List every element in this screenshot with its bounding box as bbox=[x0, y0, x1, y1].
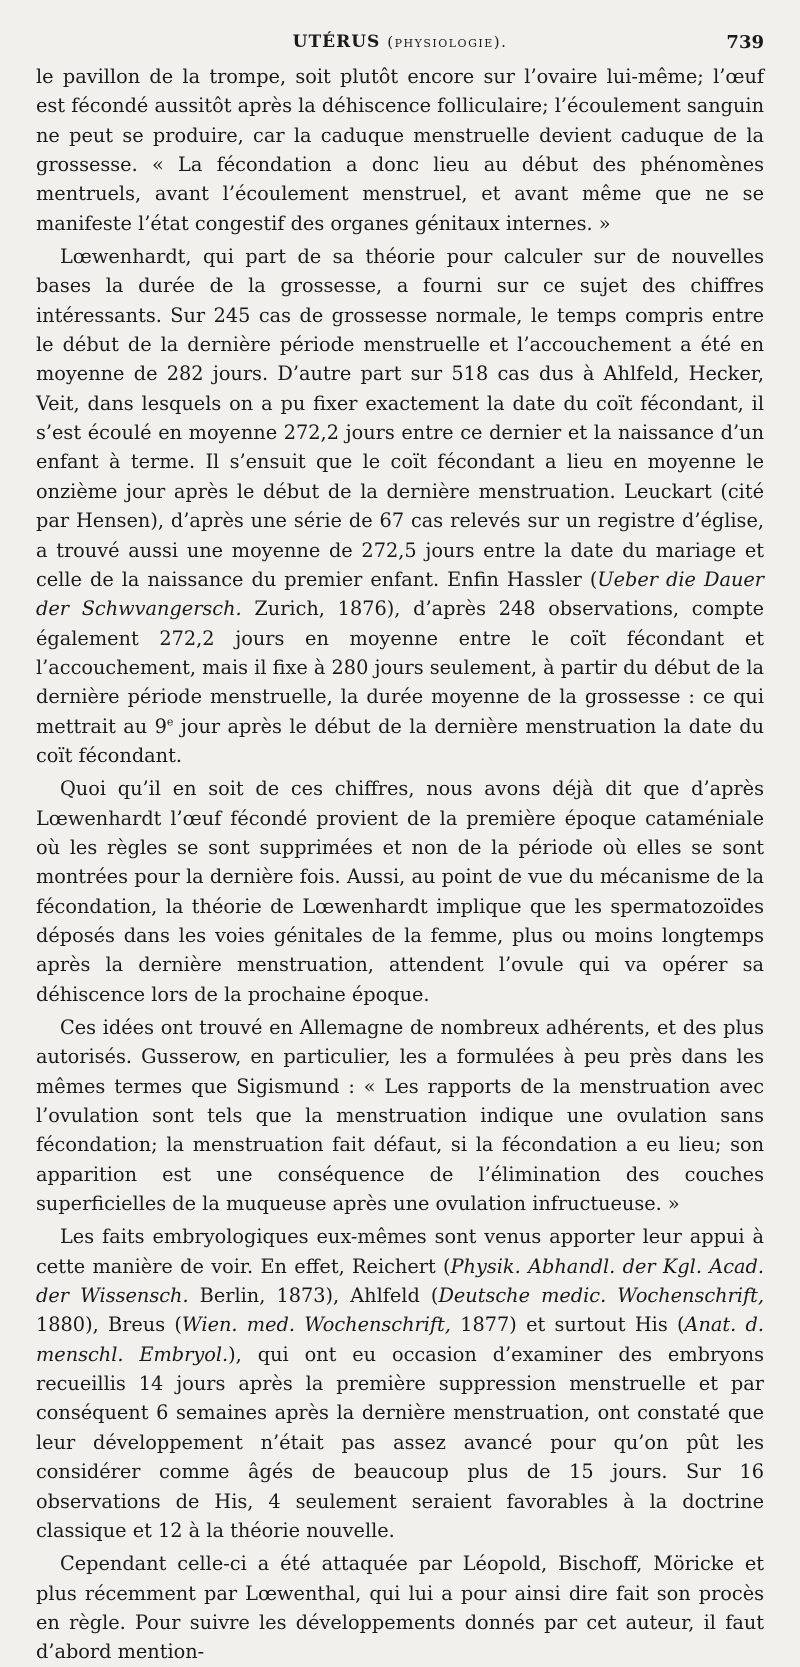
running-header bbox=[36, 0, 764, 62]
paragraph bbox=[36, 1013, 764, 1218]
paragraph bbox=[36, 242, 764, 770]
running-title-main: UTÉRUS bbox=[292, 32, 381, 52]
paragraph bbox=[36, 62, 764, 238]
body-text bbox=[36, 62, 764, 1667]
text-run: 1880), Breus ( bbox=[36, 1313, 182, 1337]
superscript: e bbox=[166, 715, 174, 729]
text-run: Berlin, 1873), Ahlfeld ( bbox=[188, 1284, 439, 1308]
paragraph bbox=[36, 774, 764, 1009]
text-run: jour après le début de la dernière menstruation la date du coït fécondant. bbox=[36, 714, 765, 767]
text-run: 1877) et surtout His ( bbox=[450, 1313, 685, 1337]
text-run: Les faits embryologiques eux-mêmes sont venus apporter leur appui à cette manière de voir. En effet, Reichert ( bbox=[36, 1225, 764, 1278]
text-run: Zurich, 1876), d’après 248 observations, compte également 272,2 jours en moyenne entre le coït fécondant et l’accouchement, mais il fixe à 280 jours seulement, à partir du début de la dernière période menstruelle, la durée moyenne de la grossesse : ce qui mettrait au 9 bbox=[36, 597, 764, 738]
italic-citation: Physik. Abhandl. der Kgl. Acad. der Wissensch. bbox=[36, 1254, 764, 1308]
page-number: 739 bbox=[726, 32, 764, 53]
italic-citation: Ueber die Dauer der Schwvangersch. bbox=[36, 567, 764, 621]
text-run: Quoi qu’il en soit de ces chiffres, nous avons déjà dit que d’après Lœwenhardt l’œuf fécondé provient de la première époque cataméniale où les règles se sont supprimées et non de la période où elles se sont montrées pour la dernière fois. Aussi, au point de vue du mécanisme de la fécondation, la théorie de Lœwenhardt implique que les spermatozoïdes déposés dans les voies génitales de la femme, plus ou moins longtemps après la dernière menstruation, attendent l’ovule qui va opérer sa déhiscence lors de la prochaine époque. bbox=[36, 777, 764, 1006]
italic-citation: Wien. med. Wochenschrift, bbox=[181, 1313, 451, 1337]
paragraph bbox=[36, 1549, 764, 1666]
running-title bbox=[36, 32, 764, 52]
running-title-sub: (physiologie). bbox=[387, 33, 508, 51]
text-run: ), qui ont eu occasion d’examiner des embryons recueillis 14 jours après la première suppression menstruelle et par conséquent 6 semaines après la dernière menstruation, ont constaté que leur développement n’était pas assez avancé pour qu’on pût les considérer comme âgés de beaucoup plus de 15 jours. Sur 16 observations de His, 4 seulement seraient favorables à la doctrine classique et 12 à la théorie nouvelle. bbox=[36, 1342, 764, 1542]
text-run: le pavillon de la trompe, soit plutôt encore sur l’ovaire lui-même; l’œuf est fécondé aussitôt après la déhiscence folliculaire; l’écoulement sanguin ne peut se produire, car la caduque menstruelle devient caduque de la grossesse. « La fécondation a donc lieu au début des phénomènes mentruels, avant l’écoulement menstruel, et avant même que ne se manifeste l’état congestif des organes génitaux internes. » bbox=[36, 65, 764, 235]
text-run: Lœwenhardt, qui part de sa théorie pour calculer sur de nouvelles bases la durée de la grossesse, a fourni sur ce sujet des chiffres intéressants. Sur 245 cas de grossesse normale, le temps compris entre le début de la dernière période menstruelle et l’accouchement a été en moyenne de 282 jours. D’autre part sur 518 cas dus à Ahlfeld, Hecker, Veit, dans lesquels on a pu fixer exactement la date du coït fécondant, il s’est écoulé en moyenne 272,2 jours entre ce dernier et la naissance d’un enfant à terme. Il s’ensuit que le coït fécondant a lieu en moyenne le onzième jour après le début de la dernière menstruation. Leuckart (cité par Hensen), d’après une série de 67 cas relevés sur un registre d’église, a trouvé aussi une moyenne de 272,5 jours entre la date du mariage et celle de la naissance du premier enfant. Enfin Hassler ( bbox=[36, 245, 764, 591]
paragraph bbox=[36, 1222, 764, 1545]
text-run: Cependant celle-ci a été attaquée par Léopold, Bischoff, Möricke et plus récemment par Lœwenthal, qui lui a pour ainsi dire fait son procès en règle. Pour suivre les développements donnés par cet auteur, il faut d’abord mention- bbox=[36, 1552, 764, 1664]
text-run: Ces idées ont trouvé en Allemagne de nombreux adhérents, et des plus autorisés. Gusserow, en particulier, les a formulées à peu près dans les mêmes termes que Sigismund : « Les rapports de la menstruation avec l’ovulation sont tels que la menstruation indique une ovulation sans fécondation; la menstruation fait défaut, si la fécondation a eu lieu; son apparition est une conséquence de l’élimination des couches superficielles de la muqueuse après une ovulation infructueuse. » bbox=[36, 1016, 764, 1216]
italic-citation: Anat. d. menschl. Embryol. bbox=[36, 1313, 764, 1366]
italic-citation: Deutsche medic. Wochenschrift, bbox=[438, 1284, 764, 1308]
